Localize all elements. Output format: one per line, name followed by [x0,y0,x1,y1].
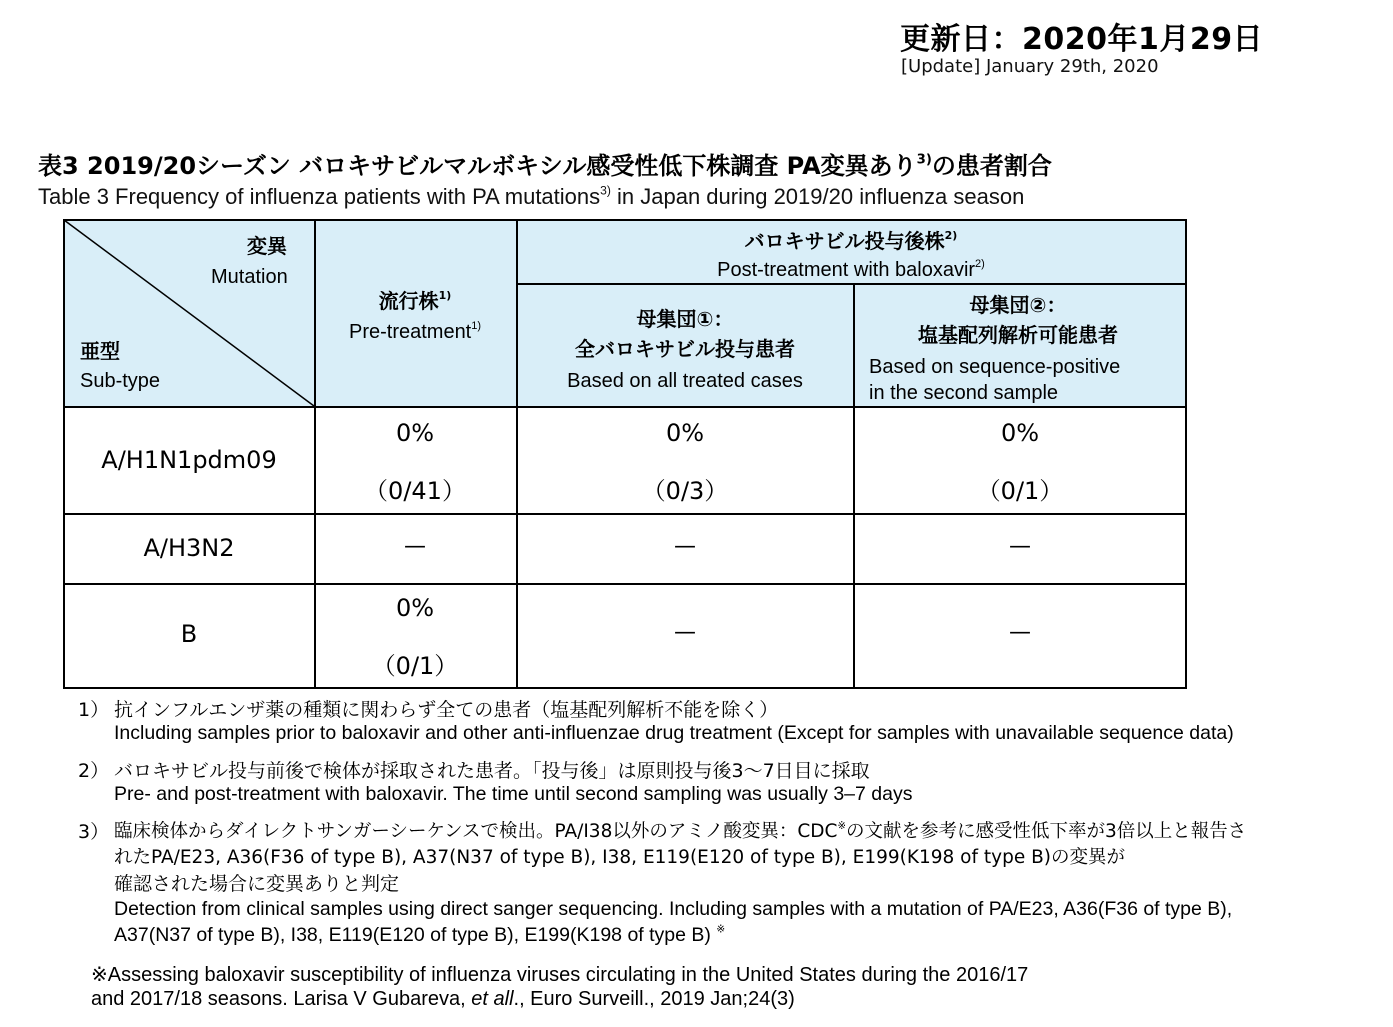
note2-number: 2） [78,760,110,782]
cell-h3n2-pop1: — [674,534,696,559]
cell-h1n1-pop2-pct: 0% [1000,419,1040,447]
note3-number: 3） [78,821,110,843]
cell-h1n1-pop1-pct: 0% [665,419,705,447]
post-treatment-header-en: Post-treatment with baloxavir$^{2)}$ [717,258,985,281]
note3-ja-line3: 確認された場合に変異ありと判定 [114,873,400,895]
update-date-en: [Update] January 29th, 2020 [901,56,1159,77]
table-title-en: Table 3 Frequency of influenza patients with PA mutations$^{3)}$ in Japan during 2019/20 influenza season [38,183,1025,209]
note1-number: 1） [78,699,110,721]
note3-ja-line2: れたPA/E23, A36(F36 of type B), A37(N37 of type B), I38, E119(E120 of type B), E199(K198 of type B)の変異が [114,847,1125,868]
row-subtype-h3n2: A/H3N2 [143,534,235,562]
cell-h1n1-pre-pct: 0% [395,419,435,447]
population2-header-ja-line1: 母集団②： [969,293,1067,317]
subtype-label-en: Sub-type [80,370,161,392]
note3-en-line1: Detection from clinical samples using direct sanger sequencing. Including samples with a mutation of PA/E23, A36(F36 of type B), [114,898,1233,920]
cell-b-pop1: — [674,620,696,645]
table-title-ja: 表3 2019/20シーズン バロキサビルマルボキシル感受性低下株調査 PA変異あり$^{3)}$の患者割合 [38,152,1052,180]
note2-ja: バロキサビル投与前後で検体が採取された患者。「投与後」は原則投与後3～7日目に採取 [114,760,870,782]
cell-h3n2-pop2: — [1009,534,1031,559]
post-treatment-header-ja: バロキサビル投与後株$^{2)}$ [744,229,958,253]
cell-h1n1-pre-count: （0/41） [364,477,466,505]
population2-header-en-line2: in the second sample [869,382,1059,404]
note1-ja: 抗インフルエンザ薬の種類に関わらず全ての患者（塩基配列解析不能を除く） [114,699,779,721]
cell-b-pop2: — [1009,620,1031,645]
note3-en-line2: A37(N37 of type B), I38, E119(E120 of type B), E199(K198 of type B) ※ [114,923,726,946]
cell-b-pre-pct: 0% [395,594,435,622]
update-date: 更新日：2020年1月29日 [900,22,1264,57]
population2-header-en-line1: Based on sequence-positive [869,356,1121,378]
mutation-label-ja: 変異 [247,234,287,258]
row-subtype-b: B [180,620,198,648]
note1-en: Including samples prior to baloxavir and other anti-influenzae drug treatment (Except for samples with unavailable sequence data) [114,722,1234,744]
cell-h1n1-pop2-count: （0/1） [976,477,1064,505]
reference-line2: and 2017/18 seasons. Larisa V Gubareva, et all., Euro Surveill., 2019 Jan;24(3) [91,988,795,1010]
population1-header-ja-line2: 全バロキサビル投与患者 [575,337,795,361]
population1-header-en: Based on all treated cases [567,370,803,392]
pre-treatment-header-ja: 流行株$^{1)}$ [378,289,452,313]
population2-header-ja-line2: 塩基配列解析可能患者 [918,323,1118,347]
note3-ja-line1: 臨床検体からダイレクトサンガーシーケンスで検出。PA/I38以外のアミノ酸変異：CDC※の文献を参考に感受性低下率が3倍以上と報告さ [114,820,1247,842]
mutation-label-en: Mutation [211,266,288,288]
row-subtype-h1n1: A/H1N1pdm09 [101,446,277,474]
note2-en: Pre- and post-treatment with baloxavir. The time until second sampling was usually 3–7 days [114,783,913,805]
pre-treatment-header-en: Pre-treatment$^{1)}$ [348,320,482,343]
reference-line1: ※Assessing baloxavir susceptibility of influenza viruses circulating in the United States during the 2016/17 [91,964,1029,986]
cell-b-pre-count: （0/1） [371,652,459,680]
results-table [63,219,1187,689]
subtype-label-ja: 亜型 [80,339,120,363]
population1-header-ja-line1: 母集団①： [636,307,734,331]
cell-h1n1-pop1-count: （0/3） [641,477,729,505]
cell-h3n2-pre: — [404,534,426,559]
